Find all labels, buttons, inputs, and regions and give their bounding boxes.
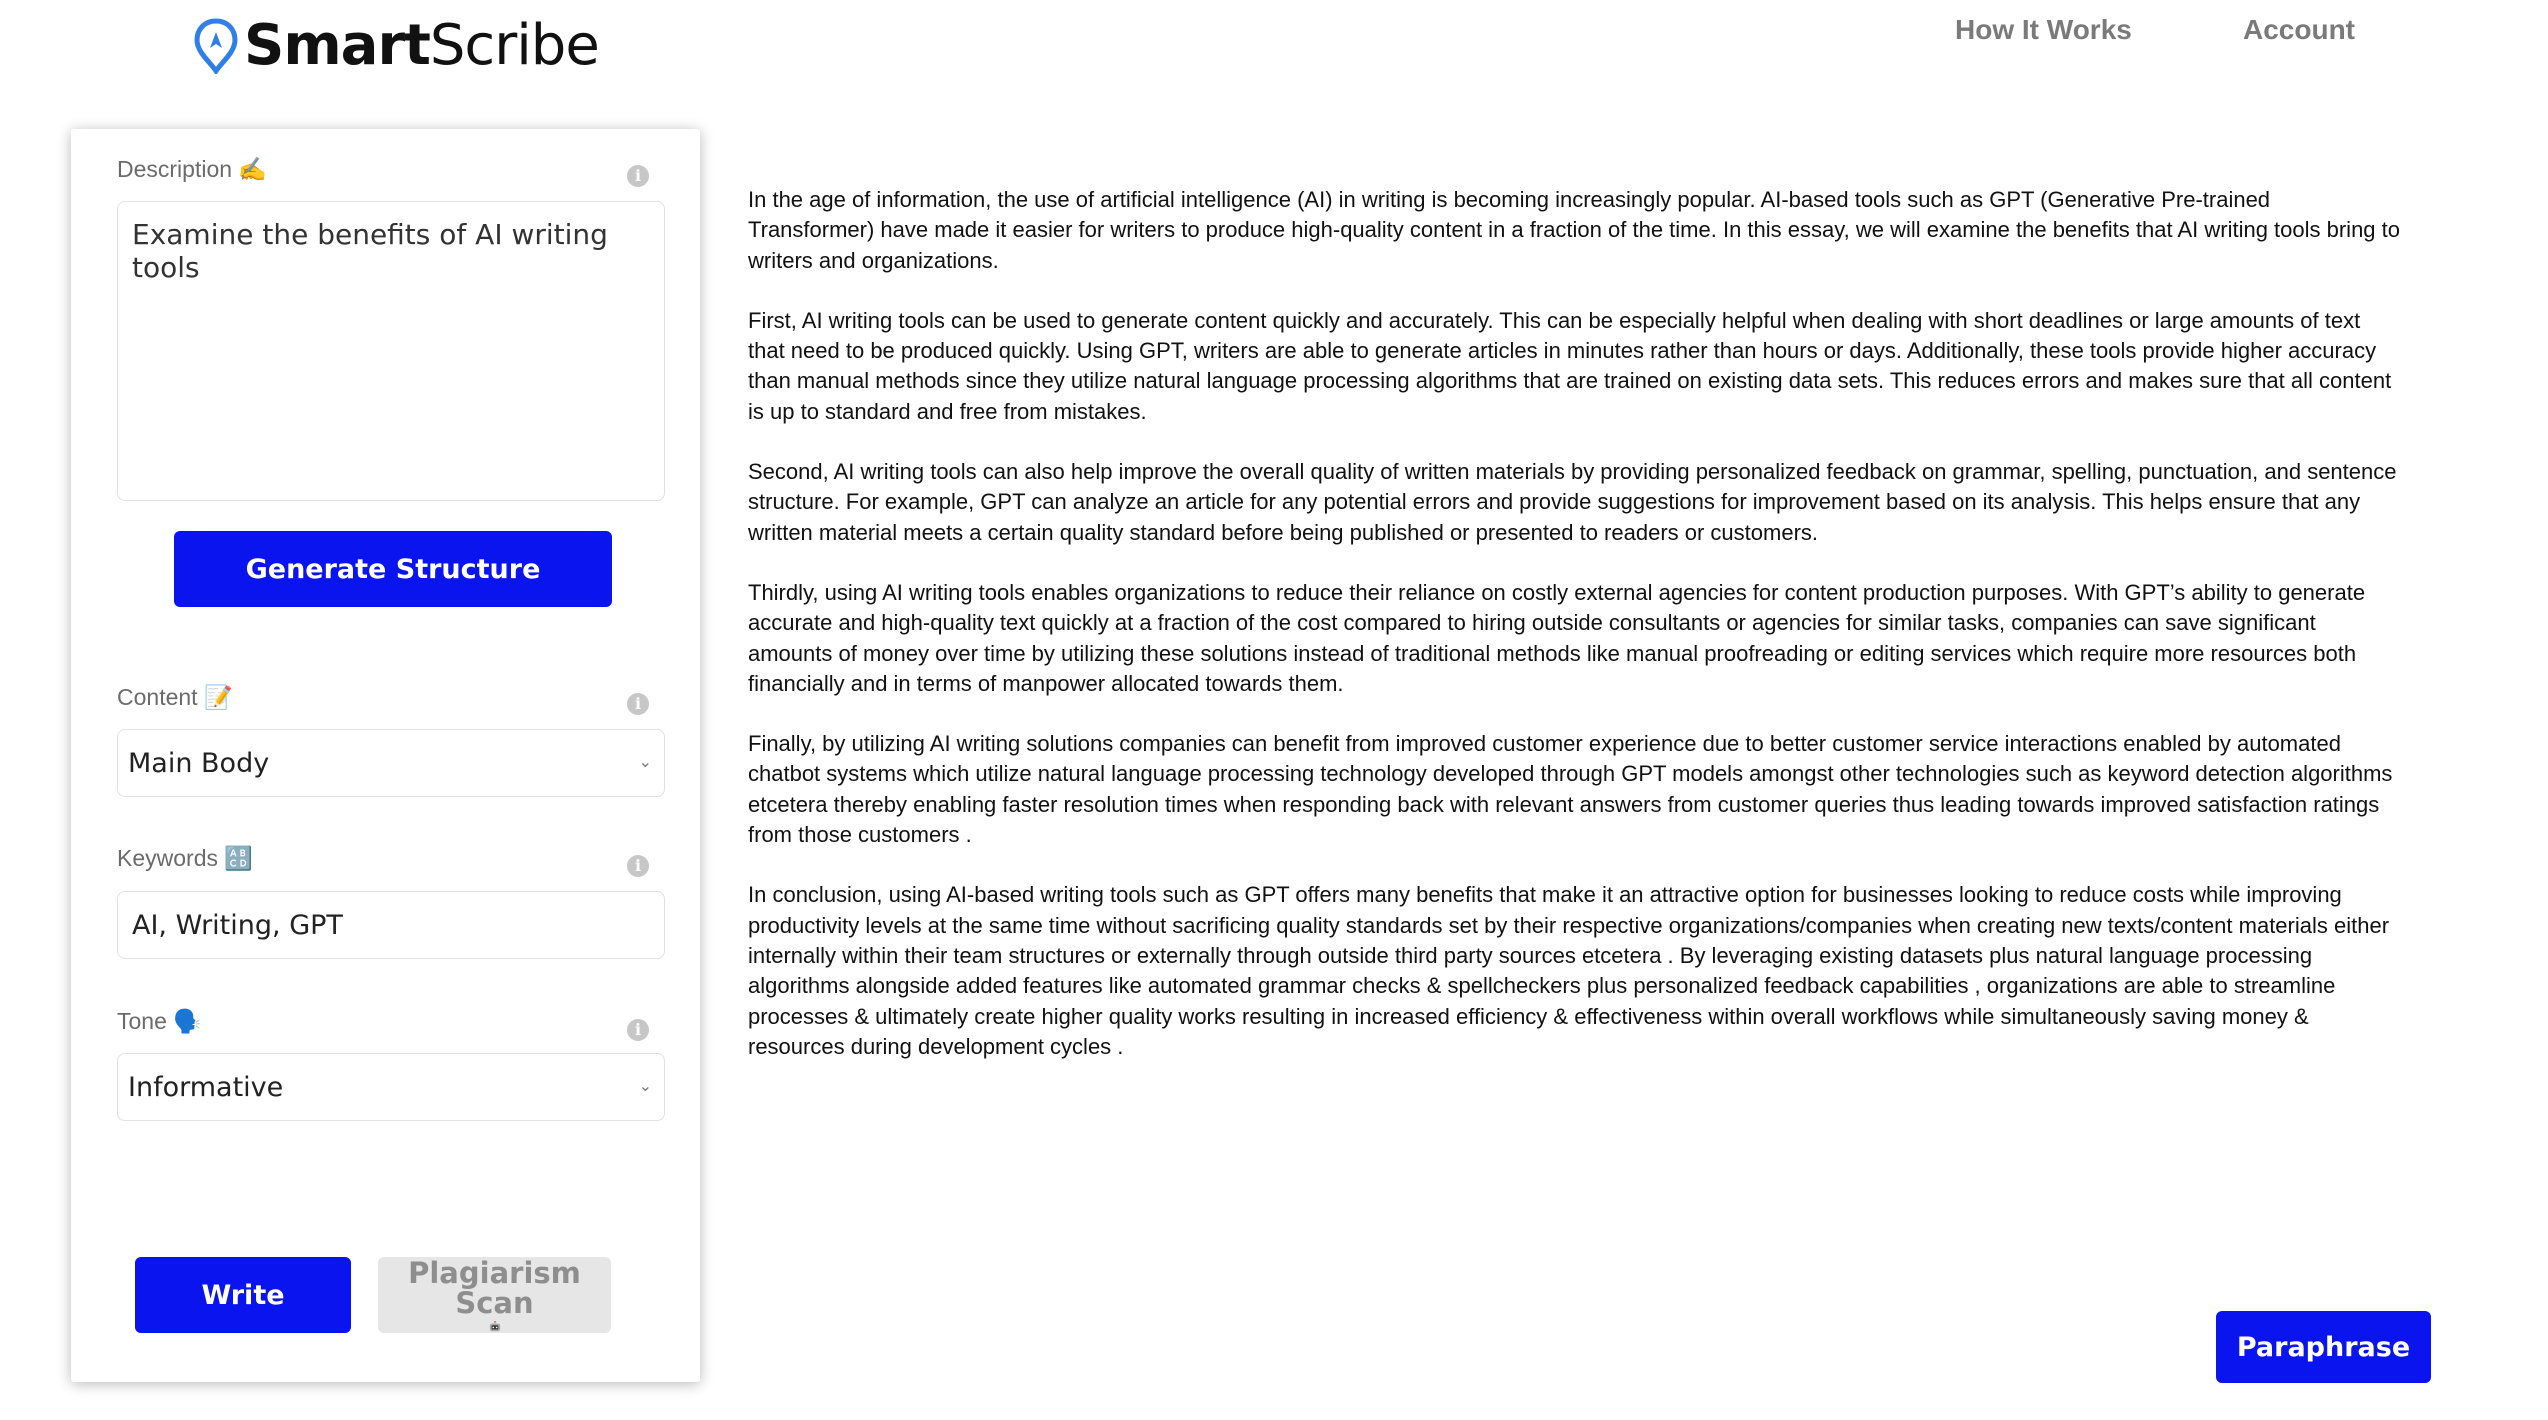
brand-name-bold: Smart <box>244 13 430 78</box>
essay-paragraph: Thirdly, using AI writing tools enables organizations to reduce their reliance on costly external agencies for content production purposes. With GPT’s ability to generate accurate and high-quality text quickly at a fraction of the cost compared to hiring outside consultants or agencies for similar tasks, companies can save significant amounts of money over time by utilizing these solutions instead of traditional methods like manual proofreading or editing services which require more resources both financially and in terms of manpower allocated towards them. <box>748 579 2366 696</box>
paraphrase-button[interactable]: Paraphrase <box>2216 1311 2431 1383</box>
input-panel <box>71 129 700 1382</box>
location-pin-icon <box>194 18 238 74</box>
brand-name <box>244 13 599 78</box>
tone-select-value: Informative <box>128 1071 284 1103</box>
essay-output <box>748 185 2400 1092</box>
robot-icon <box>480 1321 510 1332</box>
essay-paragraph: Second, AI writing tools can also help improve the overall quality of written materials by providing personalized feedback on grammar, spelling, punctuation, and sentence structure. For example, GPT can analyze an article for any potential errors and provide suggestions for improvement based on its analysis. This helps ensure that any written material meets a certain quality standard before being published or presented to readers or customers. <box>748 459 2397 545</box>
essay-paragraph: In conclusion, using AI-based writing tools such as GPT offers many benefits that make it an attractive option for businesses looking to reduce costs while improving productivity levels at the same time without sacrificing quality standards set by their respective organizations/companies when creating new texts/content materials either internally within their team structures or externally through outside third party sources etcetera . By leveraging existing datasets plus natural language processing algorithms alongside added features like automated grammar checks & spellcheckers plus personalized feedback capabilities , organizations are able to streamline processes & ultimately create higher quality works resulting in increased efficiency & effectiveness within overall workflows while simultaneously saving money & resources during development cycles . <box>748 882 2390 1059</box>
content-select[interactable] <box>117 729 665 797</box>
content-info-icon[interactable]: i <box>627 693 649 715</box>
description-info-icon[interactable]: i <box>627 165 649 187</box>
plagiarism-scan-button[interactable] <box>378 1257 611 1333</box>
keywords-input[interactable] <box>117 891 665 959</box>
generate-structure-button[interactable]: Generate Structure <box>174 531 612 607</box>
chevron-down-icon: ⌄ <box>638 752 652 771</box>
keywords-label: Keywords 🔠 <box>117 845 254 871</box>
plagiarism-scan-label: Plagiarism Scan <box>408 1256 581 1321</box>
description-label: Description ✍️ <box>117 156 268 182</box>
nav-how-it-works[interactable]: How It Works <box>1955 14 2132 45</box>
chevron-down-icon: ⌄ <box>638 1076 652 1095</box>
content-select-value: Main Body <box>128 747 270 779</box>
brand-logo[interactable] <box>194 14 599 78</box>
nav-account[interactable]: Account <box>2243 14 2355 45</box>
description-textarea[interactable] <box>117 201 665 501</box>
write-button[interactable]: Write <box>135 1257 351 1333</box>
essay-paragraph: In the age of information, the use of artificial intelligence (AI) in writing is becoming increasingly popular. AI-based tools such as GPT (Generative Pre-trained Transformer) have made it easier for writers to produce high-quality content in a fraction of the time. In this essay, we will examine the benefits that AI writing tools bring to writers and organizations. <box>748 187 2400 273</box>
content-label: Content 📝 <box>117 684 233 710</box>
keywords-info-icon[interactable]: i <box>627 855 649 877</box>
brand-name-light: Scribe <box>429 13 599 78</box>
tone-info-icon[interactable]: i <box>627 1019 649 1041</box>
tone-label: Tone 🗣️ <box>117 1008 202 1034</box>
essay-paragraph: Finally, by utilizing AI writing solutions companies can benefit from improved customer experience due to better customer service interactions enabled by automated chatbot systems which utilize natural language processing technology developed through GPT models amongst other technologies such as keyword detection algorithms etcetera thereby enabling faster resolution times when responding back with relevant answers from customer queries thus leading towards improved satisfaction ratings from those customers . <box>748 731 2393 848</box>
tone-select[interactable] <box>117 1053 665 1121</box>
essay-paragraph: First, AI writing tools can be used to generate content quickly and accurately. This can be especially helpful when dealing with short deadlines or large amounts of text that need to be produced quickly. Using GPT, writers are able to generate articles in minutes rather than hours or days. Additionally, these tools provide higher accuracy than manual methods since they utilize natural language processing algorithms that are trained on existing data sets. This reduces errors and makes sure that all content is up to standard and free from mistakes. <box>748 307 2392 424</box>
